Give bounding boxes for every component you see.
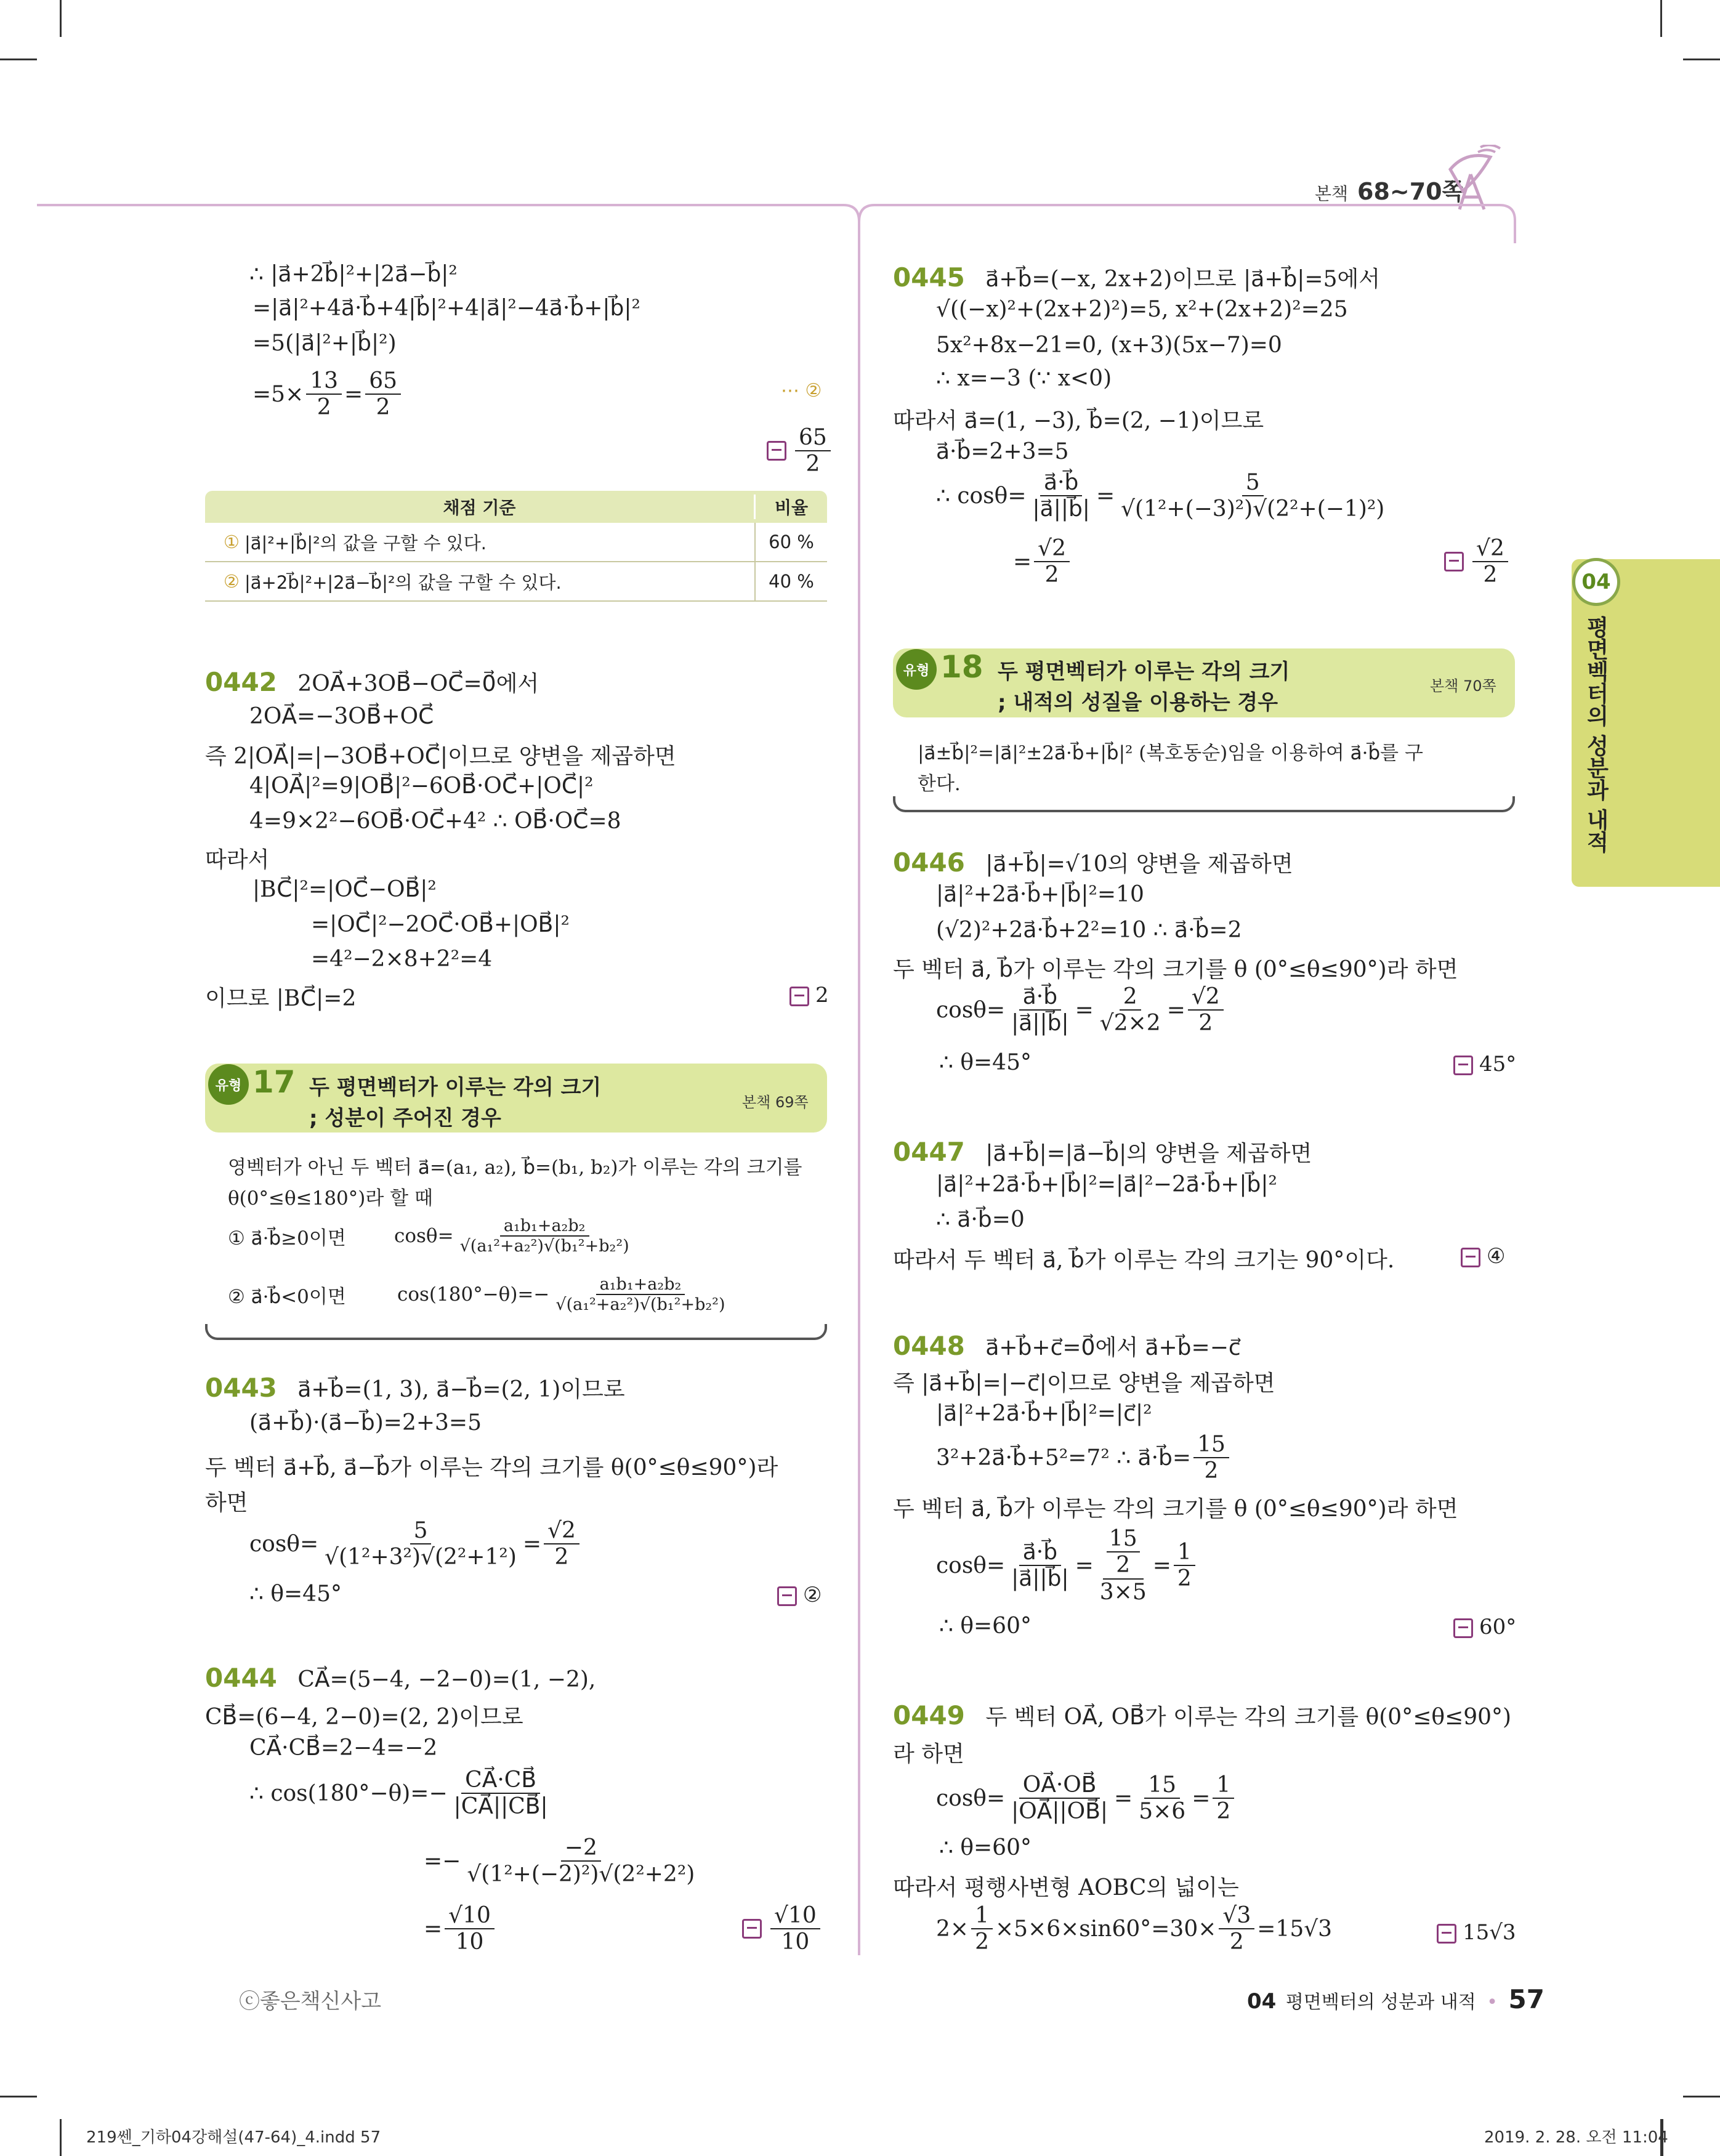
problem-line: ∴ θ=45° (249, 1581, 342, 1607)
problem-0448 (893, 1330, 1241, 1362)
side-tab-number: 04 (1572, 558, 1620, 606)
answer: ④ (1461, 1244, 1505, 1269)
formula: cosθ= $\frac{a⃗\cdot b⃗}{|a⃗||b⃗|}$ = 15 2 3×5 = $\frac{1}{2}$ (936, 1526, 1198, 1605)
problem-line: 이므로 |BC⃗|=2 (205, 986, 357, 1011)
problem-line: CA⃗=(5−4, −2−0)=(1, −2), (297, 1667, 596, 1692)
fraction: $\frac{5}{\text{√(1²+(−3)²)√(2²+(−1)²)}}$ (1121, 470, 1385, 522)
problem-line: |a⃗|²+2a⃗·b⃗+|b⃗|²=10 (936, 882, 1144, 907)
type-subtitle: ; 내적의 성질을 이용하는 경우 (998, 690, 1278, 715)
note-bracket (893, 796, 1515, 812)
problem-number: 0442 (205, 667, 277, 697)
fraction: $\frac{1}{2}$ (1174, 1540, 1195, 1592)
type-number: 18 (940, 649, 983, 685)
answer-icon (767, 441, 786, 461)
fraction: $\frac{√2}{2}$ (1034, 536, 1070, 588)
formula: 2× $\frac{1}{2}$ ×5×6×sin60°=30× $\frac{√3}{2}$ =15√3 (936, 1903, 1333, 1955)
problem-line: ∴ θ=45° (939, 1050, 1032, 1075)
note-case-1: ① a⃗·b⃗≥0이면 cosθ= $\frac{\text{a₁b₁+a₂b₂}}{\text{√(a₁²+a₂²)√(b₁²+b₂²)}}$ (228, 1216, 636, 1256)
scoring-col-criteria: 채점 기준 (205, 495, 756, 519)
copyright: ⓒ좋은책신사고 (239, 1989, 382, 2014)
problem-line: 따라서 a⃗=(1, −3), b⃗=(2, −1)이므로 (893, 408, 1264, 434)
formula: ∴ cos(180°−θ)=− $\frac{CA⃗\cdot CB⃗}{|CA⃗||CB⃗|}$ (249, 1767, 554, 1820)
problem-line: 2OA⃗=−3OB⃗+OC⃗ (249, 704, 434, 729)
problem-line: 5x²+8x−21=0, (x+3)(5x−7)=0 (936, 333, 1282, 358)
formula: cosθ= $\frac{a⃗\cdot b⃗}{|a⃗||b⃗|}$ = $\frac{2}{√2\times 2}$ = $\frac{√2}{2}$ (936, 984, 1226, 1036)
answer-icon (1453, 1618, 1473, 1638)
fraction: $\frac{√10}{10}$ (445, 1903, 495, 1955)
slug-file: 219쎈_기하04강해설(47-64)_4.indd 57 (86, 2128, 381, 2147)
fraction: $\frac{a⃗\cdot b⃗}{|a⃗||b⃗|}$ (1011, 984, 1069, 1036)
type-badge: 유형 (208, 1064, 249, 1105)
cont-line: ∴ |a⃗+2b⃗|²+|2a⃗−b⃗|² (249, 262, 458, 287)
scoring-row (205, 562, 827, 602)
answer-icon (742, 1919, 762, 1939)
formula: cosθ= $\frac{5}{\text{√(1²+3²)√(2²+1²)}}$ = $\frac{√2}{2}$ (249, 1518, 582, 1570)
problem-0444 (205, 1663, 596, 1693)
note-line: 영벡터가 아닌 두 벡터 a⃗=(a₁, a₂), b⃗=(b₁, b₂)가 이루는 각의 크기를 (228, 1157, 802, 1179)
fraction: $\frac{15}{2}$ (1193, 1432, 1229, 1484)
fraction: $\frac{15}{5\times 6}$ (1139, 1772, 1186, 1825)
problem-line: 4=9×2²−6OB⃗·OC⃗+4² ∴ OB⃗·OC⃗=8 (249, 809, 621, 834)
problem-line: 두 벡터 OA⃗, OB⃗가 이루는 각의 크기를 θ(0°≤θ≤90°) (985, 1705, 1512, 1730)
problem-number: 0448 (893, 1331, 965, 1361)
problem-0442 (205, 666, 539, 698)
problem-line: |BC⃗|²=|OC⃗−OB⃗|² (252, 877, 437, 902)
problem-line: 하면 (205, 1490, 248, 1516)
fraction: $\frac{√2}{2}$ (1472, 536, 1508, 588)
footer-title: 평면벡터의 성분과 내적 (1285, 1992, 1476, 2013)
formula: = $\frac{√10}{10}$ (424, 1903, 497, 1955)
scoring-mark: ② (224, 571, 240, 592)
problem-line: 따라서 평행사변형 AOBC의 넓이는 (893, 1875, 1239, 1900)
problem-line: |a⃗|²+2a⃗·b⃗+|b⃗|²=|c⃗|² (936, 1401, 1152, 1426)
problem-line: 3²+2a⃗·b⃗+5²=7² ∴ a⃗·b⃗= $\frac{15}{2}$ (936, 1432, 1232, 1484)
type-badge: 유형 (896, 649, 937, 690)
fraction: $\frac{13}{2}$ (306, 368, 342, 421)
fraction: $\frac{1}{2}$ (971, 1903, 993, 1955)
answer-icon (1461, 1248, 1480, 1267)
problem-0447 (893, 1136, 1312, 1168)
cont-line: =|a⃗|²+4a⃗·b⃗+4|b⃗|²+4|a⃗|²−4a⃗·b⃗+|b⃗|² (252, 296, 640, 321)
note-bracket (205, 1324, 827, 1340)
type-title: 두 평면벡터가 이루는 각의 크기 (998, 660, 1290, 684)
page-range-prefix: 본책 (1315, 184, 1349, 204)
answer: 15√3 (1437, 1920, 1516, 1945)
problem-line: 즉 2|OA⃗|=|−3OB⃗+OC⃗|이므로 양변을 제곱하면 (205, 744, 676, 769)
scoring-row (205, 523, 827, 562)
problem-0446 (893, 847, 1293, 878)
fraction: $\frac{5}{\text{√(1²+3²)√(2²+1²)}}$ (325, 1518, 517, 1570)
answer: ② (777, 1583, 822, 1607)
fraction: $\frac{√2}{2}$ (1188, 984, 1224, 1036)
scoring-text: |a⃗+2b⃗|²+|2a⃗−b⃗|²의 값을 구할 수 있다. (244, 571, 562, 593)
slug-date: 2019. 2. 28. 오전 11:04 (1484, 2128, 1668, 2147)
scoring-col-rate: 비율 (774, 498, 809, 518)
problem-line: a⃗+b⃗=(1, 3), a⃗−b⃗=(2, 1)이므로 (297, 1377, 625, 1402)
scoring-rate: 60 % (769, 531, 814, 552)
fraction: 15 2 3×5 (1099, 1526, 1147, 1605)
fraction: $\frac{1}{2}$ (1213, 1772, 1234, 1825)
problem-line: ∴ x=−3 (∵ x<0) (936, 366, 1112, 391)
fraction: $\frac{a⃗\cdot b⃗}{|a⃗||b⃗|}$ (1032, 470, 1090, 522)
formula: cosθ= $\frac{OA⃗\cdot OB⃗}{|OA⃗||OB⃗|}$ = $\frac{15}{5\times 6}$ = $\frac{1}{2}$ (936, 1772, 1237, 1825)
page-footer (1247, 1984, 1544, 2014)
answer-icon (777, 1586, 797, 1606)
answer-icon (1453, 1056, 1473, 1075)
fraction: $\frac{OA⃗\cdot OB⃗}{|OA⃗||OB⃗|}$ (1011, 1772, 1108, 1825)
answer: 60° (1453, 1615, 1516, 1639)
problem-0443 (205, 1372, 625, 1403)
fraction: $\frac{√3}{2}$ (1219, 1903, 1254, 1955)
problem-line: CB⃗=(6−4, 2−0)=(2, 2)이므로 (205, 1705, 523, 1730)
footer-dot-icon: • (1487, 1992, 1498, 2013)
note-case-2: ② a⃗·b⃗<0이면 cos(180°−θ)=− $\frac{\text{a₁b₁+a₂b₂}}{\text{√(a₁²+a₂²)√(b₁²+b₂²)}}$ (228, 1275, 732, 1314)
type-number: 17 (252, 1064, 296, 1100)
problem-line: ∴ a⃗·b⃗=0 (936, 1207, 1025, 1232)
cont-line: =5× $\frac{13}{2}$ = $\frac{65}{2}$ (252, 368, 403, 421)
problem-number: 0447 (893, 1137, 965, 1167)
problem-number: 0449 (893, 1700, 965, 1730)
step-marker: ⋯ ② (781, 380, 822, 402)
answer (742, 1903, 823, 1955)
formula: ∴ cosθ= $\frac{a⃗\cdot b⃗}{|a⃗||b⃗|}$ = $\frac{5}{\text{√(1²+(−3)²)√(2²+(−1)²)}}$ (936, 470, 1391, 522)
scoring-rate: 40 % (769, 571, 814, 592)
problem-line: (a⃗+b⃗)·(a⃗−b⃗)=2+3=5 (249, 1410, 482, 1435)
answer-icon (1444, 552, 1464, 571)
page-range-value: 68~70쪽 (1357, 178, 1465, 205)
answer (1444, 536, 1511, 588)
problem-line: |a⃗+b⃗|=|a⃗−b⃗|의 양변을 제곱하면 (985, 1141, 1312, 1166)
cont-line: =5(|a⃗|²+|b⃗|²) (252, 331, 397, 356)
problem-0445 (893, 262, 1380, 293)
problem-number: 0445 (893, 262, 965, 293)
problem-line: 4|OA⃗|²=9|OB⃗|²−6OB⃗·OC⃗+|OC⃗|² (249, 773, 594, 799)
problem-line: ∴ θ=60° (939, 1613, 1032, 1639)
type-ref: 본책 69쪽 (742, 1094, 809, 1111)
answer: 45° (1453, 1052, 1516, 1076)
problem-line: ∴ θ=60° (939, 1835, 1032, 1860)
fraction: $\frac{65}{2}$ (365, 368, 401, 421)
type-title: 두 평면벡터가 이루는 각의 크기 (309, 1075, 602, 1100)
problem-line: |a⃗|²+2a⃗·b⃗+|b⃗|²=|a⃗|²−2a⃗·b⃗+|b⃗|² (936, 1172, 1277, 1197)
answer: 2 (789, 983, 829, 1007)
problem-line: (√2)²+2a⃗·b⃗+2²=10 ∴ a⃗·b⃗=2 (936, 918, 1242, 943)
fraction: $\frac{√2}{2}$ (544, 1518, 579, 1570)
problem-line: 두 벡터 a⃗, b⃗가 이루는 각의 크기를 θ (0°≤θ≤90°)라 하면 (893, 1496, 1458, 1522)
problem-line: a⃗·b⃗=2+3=5 (936, 439, 1069, 464)
scoring-text: |a⃗|²+|b⃗|²의 값을 구할 수 있다. (244, 532, 487, 554)
scoring-table (205, 491, 827, 602)
problem-line: CA⃗·CB⃗=2−4=−2 (249, 1735, 438, 1761)
problem-line: 따라서 두 벡터 a⃗, b⃗가 이루는 각의 크기는 90°이다. (893, 1248, 1395, 1273)
fraction: $\frac{CA⃗\cdot CB⃗}{|CA⃗||CB⃗|}$ (453, 1767, 548, 1820)
problem-line: =|OC⃗|²−2OC⃗·OB⃗+|OB⃗|² (311, 912, 570, 937)
fraction: $\frac{65}{2}$ (795, 425, 831, 477)
problem-line: 즉 |a⃗+b⃗|=|−c⃗|이므로 양변을 제곱하면 (893, 1371, 1275, 1396)
problem-line: a⃗+b⃗=(−x, 2x+2)이므로 |a⃗+b⃗|=5에서 (985, 267, 1381, 292)
note-line: 한다. (918, 773, 961, 795)
problem-line: |a⃗+b⃗|=√10의 양변을 제곱하면 (985, 852, 1293, 877)
scoring-mark: ① (224, 531, 240, 552)
note-line: |a⃗±b⃗|²=|a⃗|²±2a⃗·b⃗+|b⃗|² (복호동순)임을 이용하여 a⃗·b⃗를 구 (918, 742, 1423, 764)
formula: =− $\frac{-2}{\text{√(1²+(−2)²)√(2²+2²)}}$ (424, 1835, 701, 1888)
problem-line: 따라서 (205, 847, 270, 873)
answer-icon (789, 987, 809, 1006)
fraction: $\frac{a⃗\cdot b⃗}{|a⃗||b⃗|}$ (1011, 1539, 1069, 1592)
problem-0449 (893, 1700, 1511, 1731)
answer (767, 425, 833, 477)
problem-line: =4²−2×8+2²=4 (311, 947, 493, 972)
problem-line: 라 하면 (893, 1742, 964, 1767)
problem-line: 2OA⃗+3OB⃗−OC⃗=0⃗에서 (297, 671, 539, 696)
problem-number: 0446 (893, 847, 965, 878)
problem-line: √((−x)²+(2x+2)²)=5, x²+(2x+2)²=25 (936, 297, 1348, 322)
fraction: $\frac{2}{√2\times 2}$ (1099, 984, 1161, 1036)
problem-number: 0443 (205, 1373, 277, 1403)
type-subtitle: ; 성분이 주어진 경우 (309, 1106, 501, 1131)
problem-line: 두 벡터 a⃗, b⃗가 이루는 각의 크기를 θ (0°≤θ≤90°)라 하면 (893, 957, 1458, 982)
side-tab-label: 평면벡터의 성분과 내적 (1583, 616, 1609, 854)
page-number: 57 (1508, 1984, 1544, 2014)
problem-line: a⃗+b⃗+c⃗=0⃗에서 a⃗+b⃗=−c⃗ (985, 1335, 1241, 1360)
problem-line: 두 벡터 a⃗+b⃗, a⃗−b⃗가 이루는 각의 크기를 θ(0°≤θ≤90°)라 (205, 1455, 778, 1480)
fraction: $\frac{\text{a₁b₁+a₂b₂}}{\text{√(a₁²+a₂²)√(b₁²+b₂²)}}$ (459, 1216, 629, 1256)
type-ref: 본책 70쪽 (1430, 677, 1496, 695)
fraction: $\frac{√10}{10}$ (770, 1903, 820, 1955)
fraction: $\frac{\text{a₁b₁+a₂b₂}}{\text{√(a₁²+a₂²)√(b₁²+b₂²)}}$ (555, 1275, 725, 1315)
problem-number: 0444 (205, 1663, 277, 1693)
fraction: $\frac{-2}{\text{√(1²+(−2)²)√(2²+2²)}}$ (467, 1835, 695, 1888)
answer-icon (1437, 1924, 1456, 1944)
footer-chapter: 04 (1247, 1989, 1277, 2014)
note-line: θ(0°≤θ≤180°)라 할 때 (228, 1187, 433, 1209)
formula: = $\frac{√2}{2}$ (1013, 536, 1072, 588)
